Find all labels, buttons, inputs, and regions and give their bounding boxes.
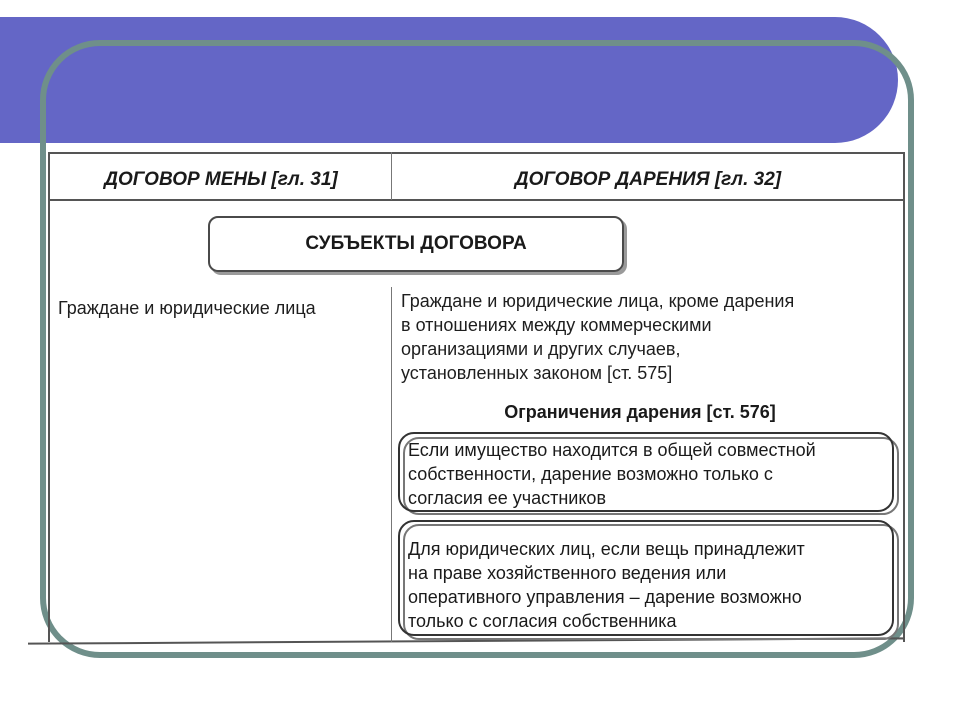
restrictions-title: Ограничения дарения [ст. 576] [504,402,776,422]
left-parties-text: Граждане и юридические лица [58,298,316,318]
restriction-2-line: оперативного управления – дарение возможно [408,587,802,607]
table-top-border [48,152,905,154]
table-header-divider [48,199,905,201]
restriction-2-line: на праве хозяйственного ведения или [408,563,727,583]
restriction-box-legal-entities [398,520,894,636]
table-left-border [48,152,50,642]
header-exchange-contract: ДОГОВОР МЕНЫ [гл. 31] [104,169,338,190]
restriction-1-line: согласия ее участников [408,488,606,508]
restriction-2-line: только с согласия собственника [408,611,677,631]
header-gift-contract: ДОГОВОР ДАРЕНИЯ [гл. 32] [514,169,782,190]
right-parties-line: установленных законом [ст. 575] [401,363,673,383]
section-title-parties: СУБЪЕКТЫ ДОГОВОРА [208,216,624,272]
restriction-1-line: собственности, дарение возможно только с [408,464,773,484]
restriction-box-joint-property [398,432,894,512]
table-column-divider-body [391,287,392,642]
restriction-2-line: Для юридических лиц, если вещь принадлежит [408,539,805,559]
right-parties-line: Граждане и юридические лица, кроме дарения [401,291,795,311]
right-parties-text [401,289,881,385]
restriction-1-line: Если имущество находится в общей совместной [408,440,816,460]
table-right-border [903,152,905,642]
right-parties-line: организациями и других случаев, [401,339,681,359]
right-parties-line: в отношениях между коммерческими [401,315,712,335]
